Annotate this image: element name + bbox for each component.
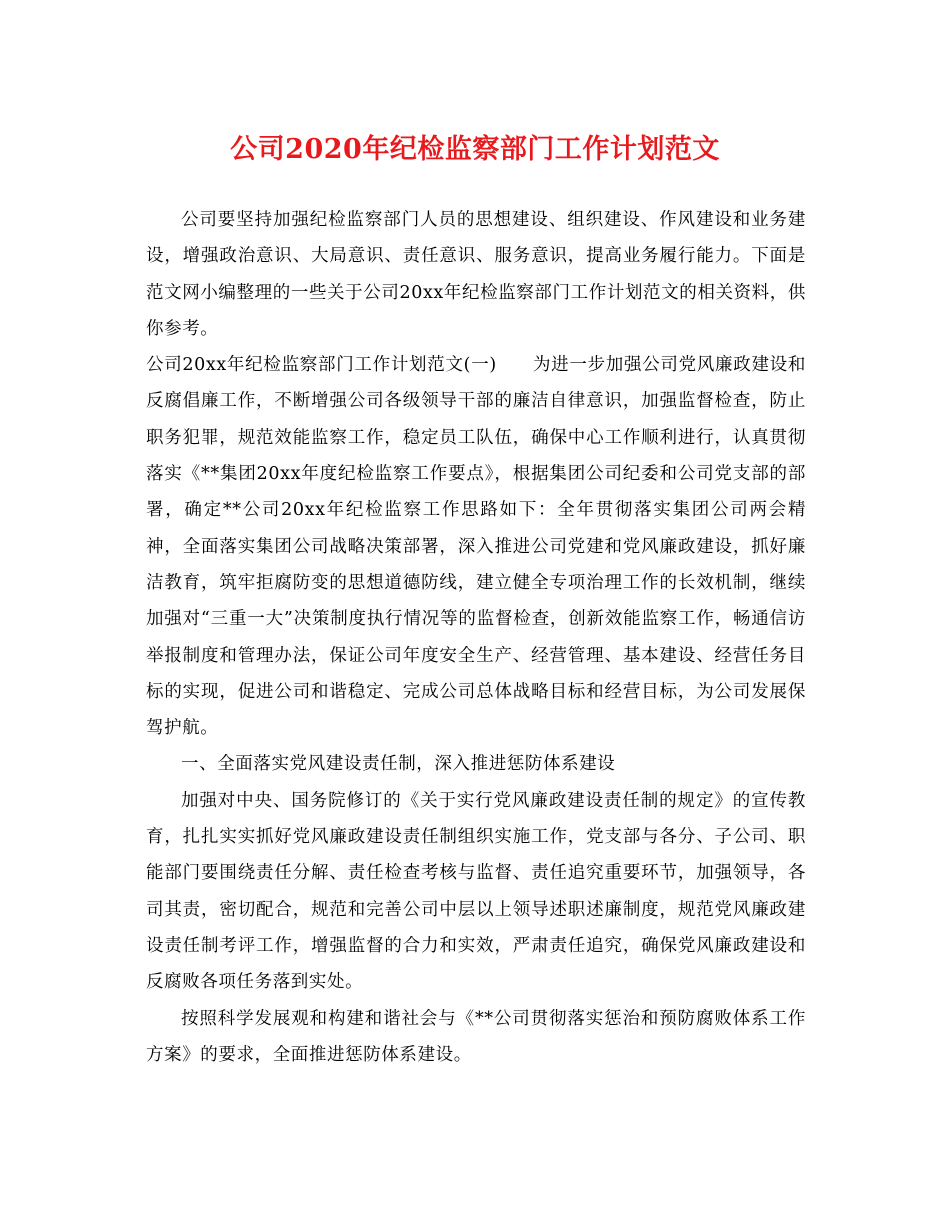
document-title: 公司2020年纪检监察部门工作计划范文 (230, 134, 720, 165)
intro-paragraph: 公司要坚持加强纪检监察部门人员的思想建设、组织建设、作风建设和业务建设，增强政治意识、大局意识、责任意识、服务意识，提高业务履行能力。下面是范文网小编整理的一些关于公司20xx年纪检监察部门工作计划范文的相关资料，供你参考。 (146, 210, 806, 339)
point-one-heading: 一、全面落实党风建设责任制，深入推进惩防体系建设 (181, 754, 616, 775)
section-body: 为进一步加强公司党风廉政建设和反腐倡廉工作，不断增强公司各级领导干部的廉洁自律意识，加强监督检查，防止职务犯罪，规范效能监察工作，稳定员工队伍，确保中心工作顺利进行，认真贯彻落实《**集团20xx年度纪检监察工作要点》，根据集团公司纪委和公司党支部的部署，确定**公司20xx年纪检监察工作思路如下：全年贯彻落实集团公司两会精神，全面落实集团公司战略决策部署，深入推进公司党建和党风廉政建设，抓好廉洁教育，筑牢拒腐防变的思想道德防线，建立健全专项治理工作的长效机制，继续加强对“三重一大”决策制度执行情况等的监督检查，创新效能监察工作，畅通信访举报制度和管理办法，保证公司年度安全生产、经营管理、基本建设、经营任务目标的实现，促进公司和谐稳定、完成公司总体战略目标和经营目标，为公司发展保驾护航。 (146, 355, 806, 739)
point-one-paragraph-1: 加强对中央、国务院修订的《关于实行党风廉政建设责任制的规定》的宣传教育，扎扎实实抓好党风廉政建设责任制组织实施工作，党支部与各分、子公司、职能部门要围绕责任分解、责任检查考核与监督、责任追究重要环节，加强领导，各司其责，密切配合，规范和完善公司中层以上领导述职述廉制度，规范党风廉政建设责任制考评工作，增强监督的合力和实效，严肃责任追究，确保党风廉政建设和反腐败各项任务落到实处。 (146, 790, 806, 993)
section-paragraph (146, 347, 806, 746)
section-heading: 公司20xx年纪检监察部门工作计划范文(一) (146, 355, 497, 376)
point-one-paragraph-2: 按照科学发展观和构建和谐社会与《**公司贯彻落实惩治和预防腐败体系工作方案》的要求，全面推进惩防体系建设。 (146, 1008, 806, 1065)
document-body (146, 202, 806, 1073)
